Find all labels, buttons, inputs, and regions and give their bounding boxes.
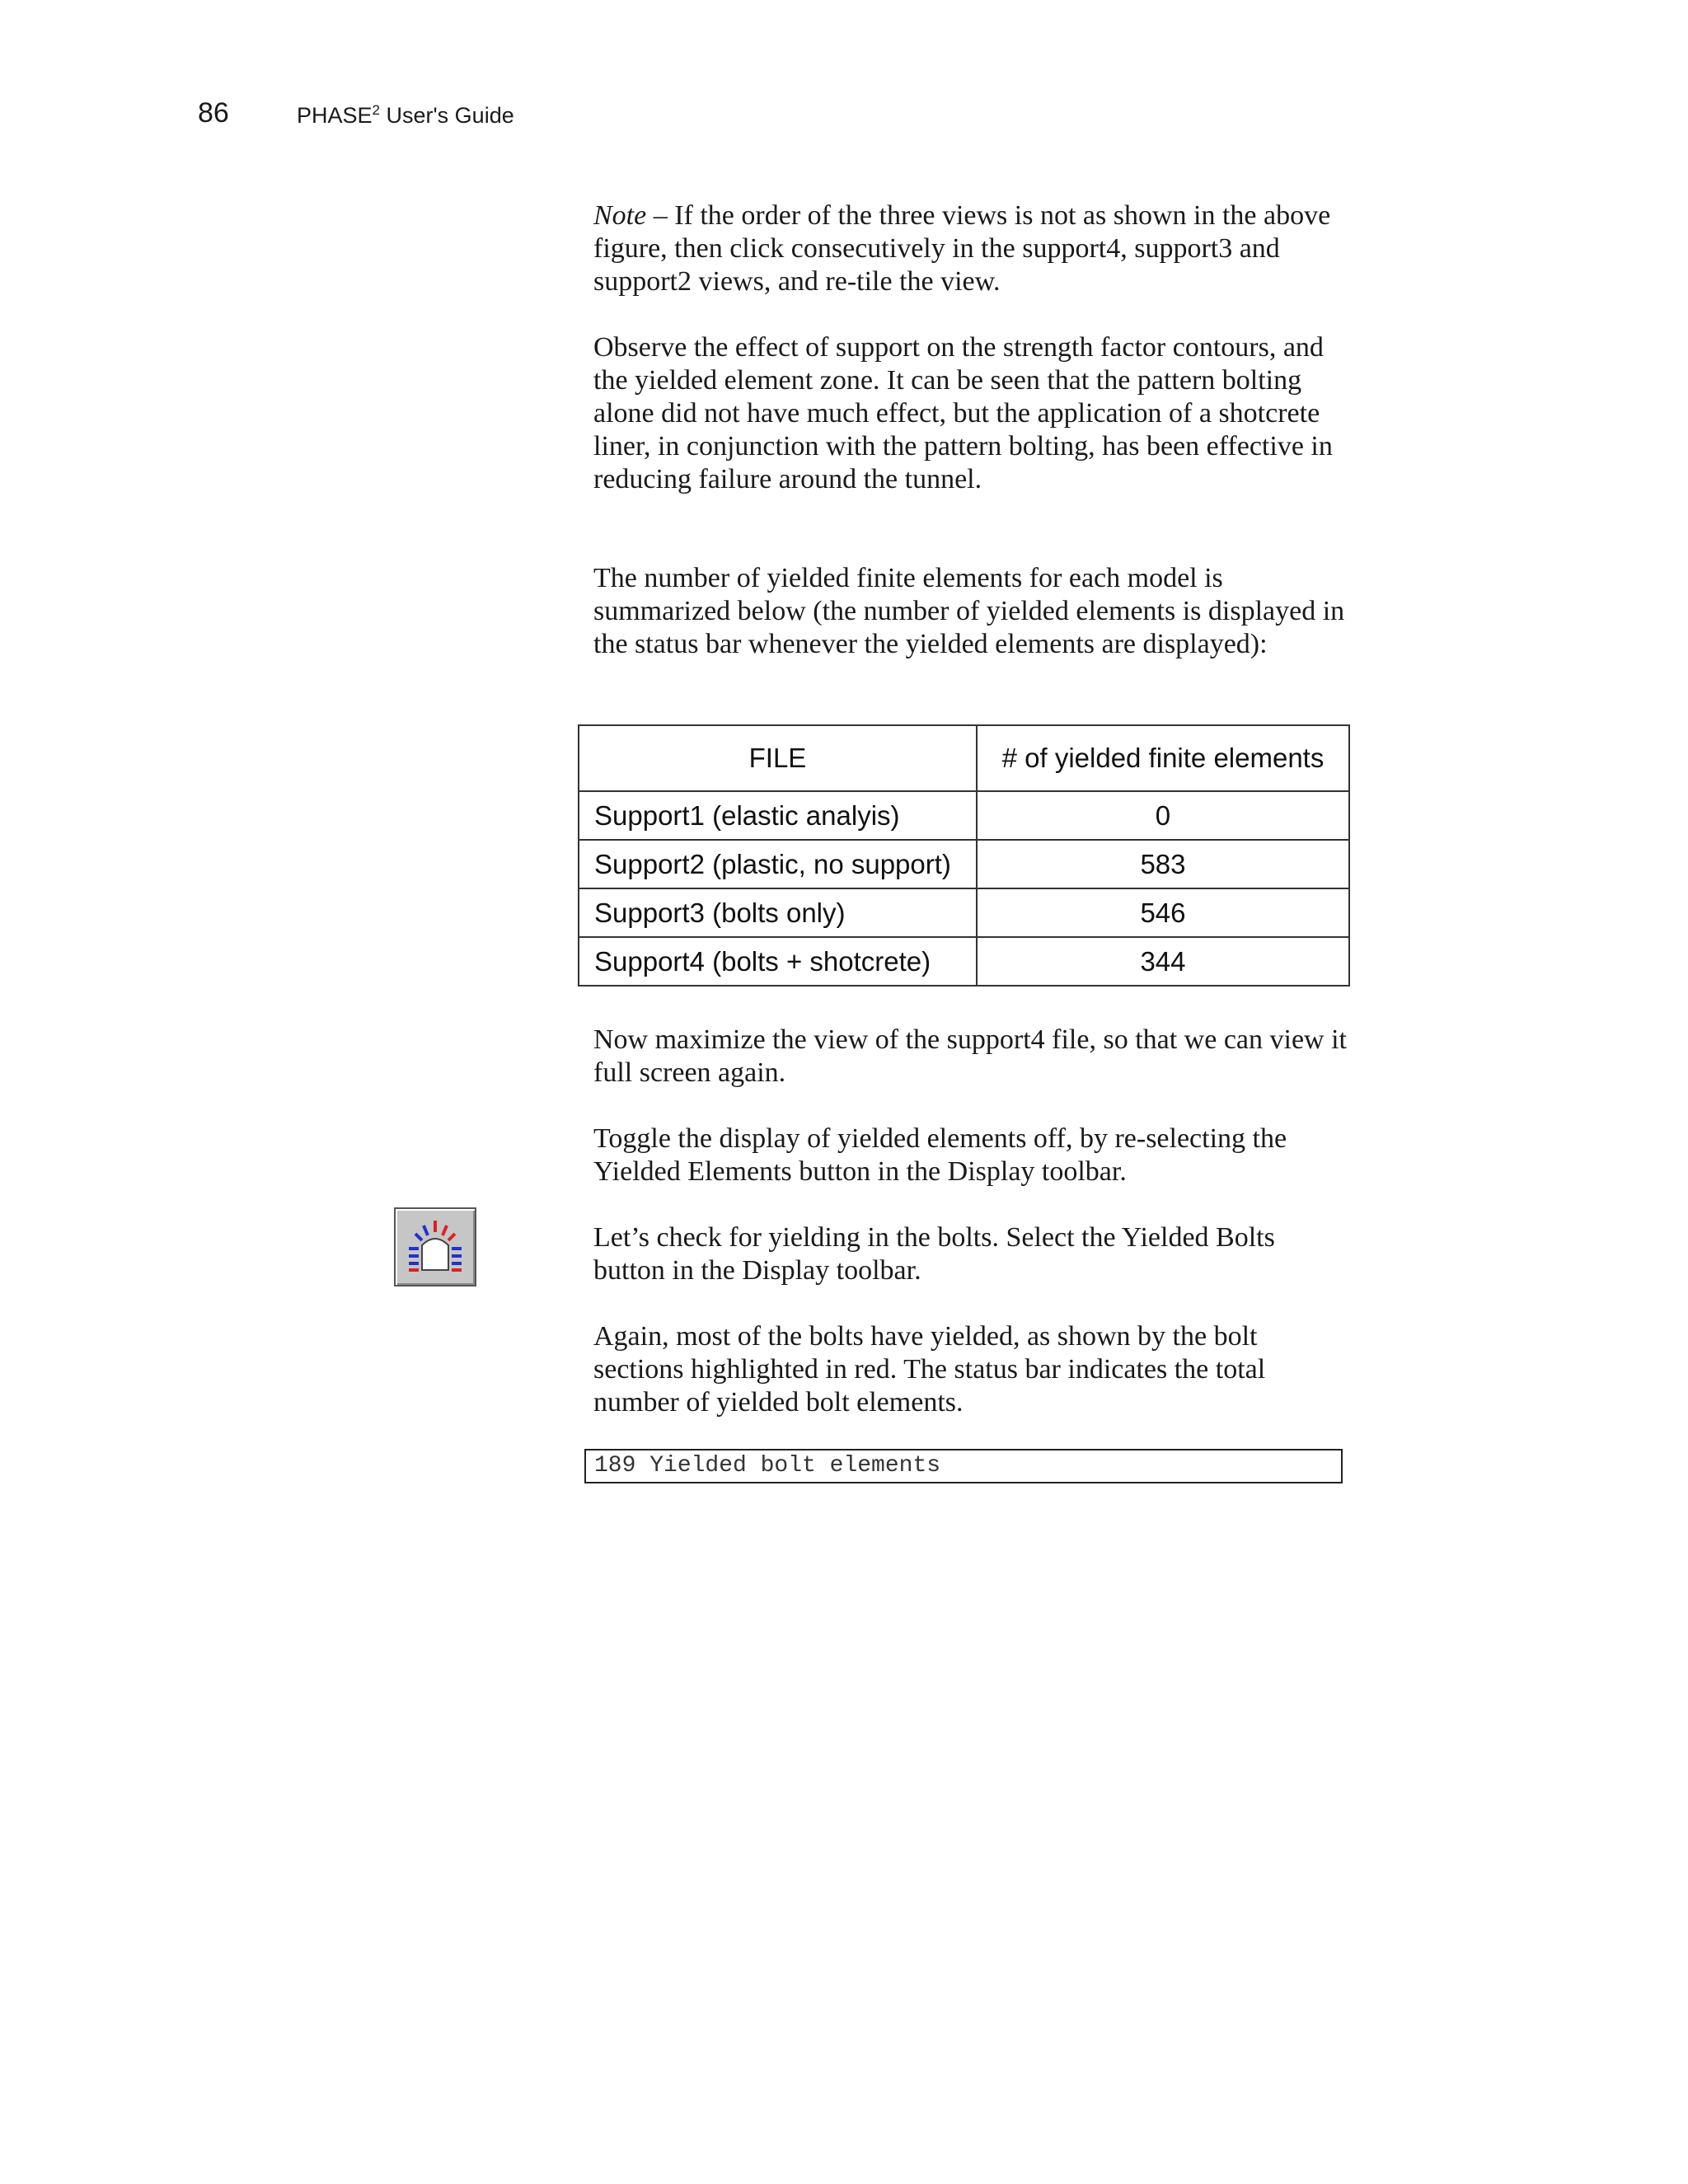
file-cell: Support3 (bolts only) <box>579 888 977 937</box>
table-row <box>579 791 1349 840</box>
count-cell: 546 <box>977 888 1349 937</box>
guide-title-superscript: 2 <box>372 102 381 118</box>
observe-paragraph <box>593 331 1352 496</box>
maximize-paragraph <box>593 1024 1352 1090</box>
table-row <box>579 937 1349 986</box>
table-row <box>579 840 1349 888</box>
guide-title <box>297 102 514 129</box>
check-text: Let’s check for yielding in the bolts. Select the Yielded Bolts button in the Display toolbar. <box>593 1222 1275 1286</box>
summary-text: The number of yielded finite elements for each model is summarized below (the number of yielded elements is displayed in the status bar whenever the yielded elements are displayed): <box>593 563 1345 659</box>
summary-paragraph <box>593 562 1352 661</box>
toggle-paragraph <box>593 1122 1352 1188</box>
column-header-yielded: # of yielded finite elements <box>977 725 1349 791</box>
again-paragraph <box>593 1320 1352 1419</box>
count-cell: 0 <box>977 791 1349 840</box>
yielded-bolts-icon <box>404 1217 467 1277</box>
file-cell: Support2 (plastic, no support) <box>579 840 977 888</box>
file-cell: Support4 (bolts + shotcrete) <box>579 937 977 986</box>
table-row <box>579 888 1349 937</box>
toggle-text: Toggle the display of yielded elements off, by re-selecting the Yielded Elements button in the Display toolbar. <box>593 1123 1287 1187</box>
table-header-row <box>579 725 1349 791</box>
guide-title-suffix: User's Guide <box>380 103 514 128</box>
yielded-bolts-button[interactable] <box>394 1207 476 1286</box>
count-cell: 583 <box>977 840 1349 888</box>
again-text: Again, most of the bolts have yielded, as shown by the bolt sections highlighted in red. The status bar indicates the total number of yielded bolt elements. <box>593 1321 1266 1418</box>
column-header-file: FILE <box>579 725 977 791</box>
guide-title-prefix: PHASE <box>297 103 373 128</box>
note-text: – If the order of the three views is not as shown in the above figure, then click consecutively in the support4, support3 and support2 views, and re-tile the view. <box>593 200 1331 297</box>
page-number: 86 <box>198 97 229 129</box>
check-paragraph <box>593 1221 1352 1287</box>
status-bar: 189 Yielded bolt elements <box>584 1449 1343 1483</box>
observe-text: Observe the effect of support on the strength factor contours, and the yielded element zone. It can be seen that the pattern bolting alone did not have much effect, but the application of a shotcrete liner, in conjunction with the pattern bolting, has been effective in reducing failure around the tunnel. <box>593 332 1333 494</box>
file-cell: Support1 (elastic analyis) <box>579 791 977 840</box>
note-label: Note <box>593 200 647 231</box>
maximize-text: Now maximize the view of the support4 file, so that we can view it full screen again. <box>593 1024 1347 1088</box>
count-cell: 344 <box>977 937 1349 986</box>
yielded-elements-table <box>578 724 1350 987</box>
note-paragraph <box>593 199 1352 298</box>
